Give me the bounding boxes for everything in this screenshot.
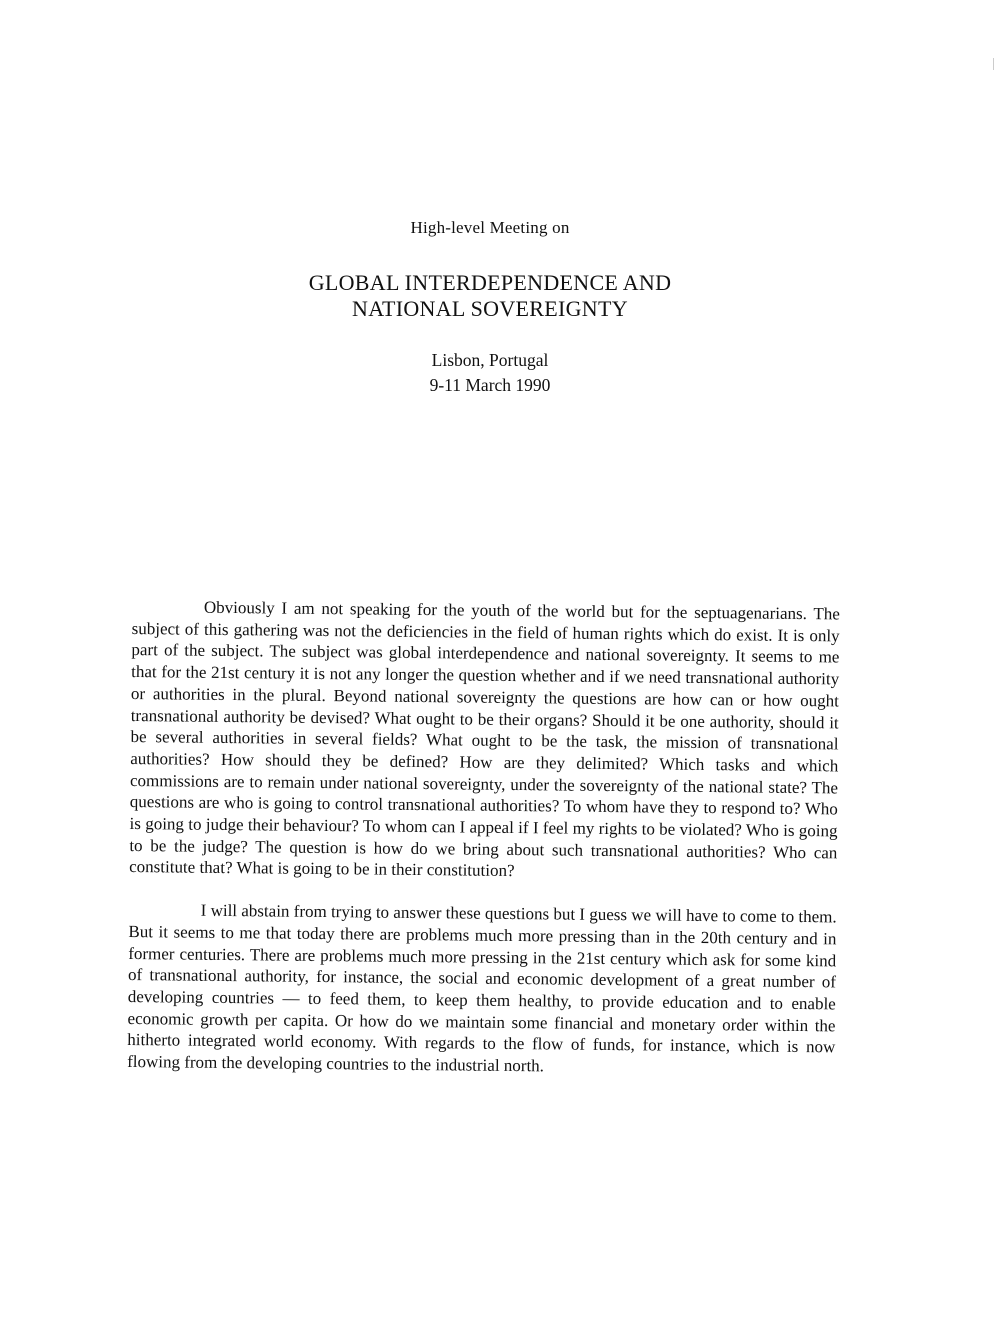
paragraph-2: I will abstain from trying to answer these questions but I guess we will have to come to them. But it seems to me that today there are problems much more pressing than in the 20th century and in former centuries. There are problems much more pressing in the 21st century which ask for some kind of transnational authority, for instance, the social and economic development of a great number of developing countries — to feed them, to keep them healthy, to provide education and to enable economic growth per capita. Or how do we maintain some financial and monetary order within the hitherto integrated world economy. With regards to the flow of funds, for instance, which is now flowing from the developing countries to the industrial north. (127, 900, 837, 1076)
document-title (0, 270, 980, 322)
title-line-2: NATIONAL SOVEREIGNTY (352, 296, 628, 321)
paragraph-1: Obviously I am not speaking for the youth of the world but for the septuagenarians. The subject of this gathering was not the deficiencies in the field of human rights which do exist. It is only part of the subject. The subject was global interdependence and national sovereignty. It seems to me that for the 21st century it is not any longer the question whether and if we need transnational authority or authorities in the plural. Beyond national sovereignty the questions are how can or how ought transnational authority be devised? What ought to be their organs? Should it be one authority, should it be several authorities in several fields? What ought to be the task, the mission of transnational authorities? How should they be defined? How are they delimited? Which tasks and which commissions are to remain under national sovereignty, under the sovereignty of the national state? The questions are who is going to control transnational authorities? To whom have they to respond to? Who is going to judge their behaviour? To whom can I appeal if I feel my rights to be violated? Who is going to be the judge? The question is how do we bring about such transnational authorities? Who can constitute that? What is going to be in their constitution? (129, 597, 840, 881)
event-details (0, 348, 980, 398)
event-date: 9-11 March 1990 (429, 375, 551, 395)
body-text (127, 596, 840, 1101)
title-line-1: GLOBAL INTERDEPENDENCE AND (308, 270, 672, 295)
scan-edge-mark (993, 58, 994, 70)
event-location: Lisbon, Portugal (431, 350, 549, 370)
meeting-label: High-level Meeting on (410, 218, 570, 237)
